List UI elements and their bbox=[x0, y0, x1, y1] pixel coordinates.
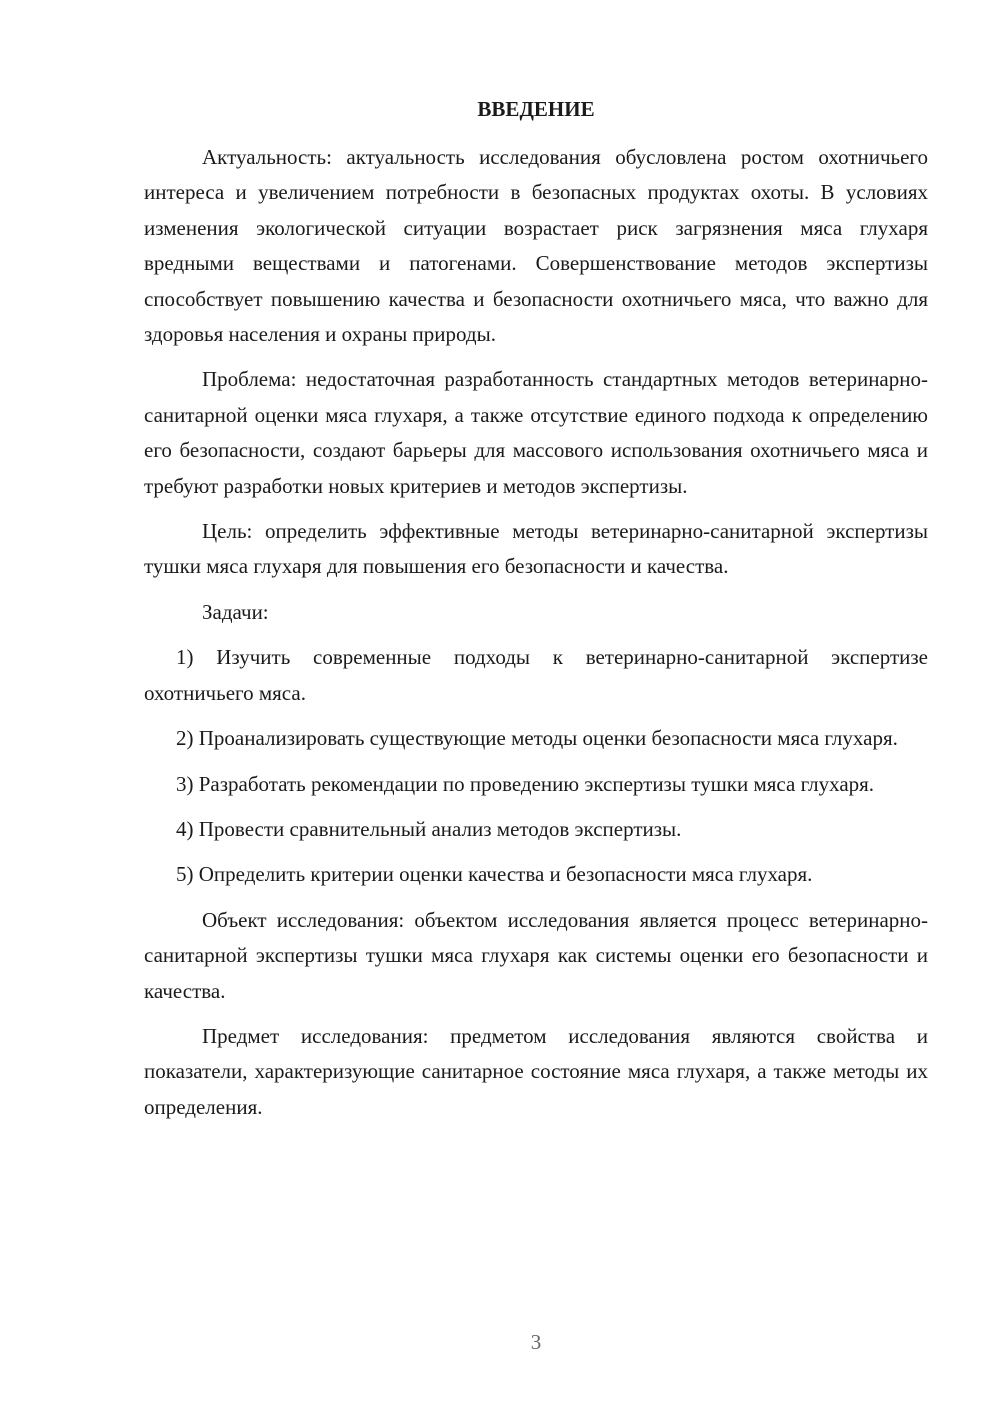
task-item: 1) Изучить современные подходы к ветеринарно-санитарной экспертизе охотничьего мяса. bbox=[144, 645, 928, 705]
tasks-label: Задачи: bbox=[202, 599, 269, 624]
task-item: 3) Разработать рекомендации по проведению экспертизы тушки мяса глухаря. bbox=[176, 771, 875, 796]
paragraph-problem: Проблема: недостаточная разработанность стандартных методов ветеринарно-санитарной оценки мяса глухаря, а также отсутствие единого подхода к определению его безопасности, создают барьеры для массового использования охотничьего мяса и требуют разработки новых критериев и методов экспертизы. bbox=[144, 367, 928, 498]
paragraph-subject: Предмет исследования: предметом исследования являются свойства и показатели, характеризующие санитарное состояние мяса глухаря, а также методы их определения. bbox=[144, 1023, 928, 1119]
task-item: 2) Проанализировать существующие методы оценки безопасности мяса глухаря. bbox=[176, 726, 898, 751]
paragraph-object: Объект исследования: объектом исследования является процесс ветеринарно-санитарной экспертизы тушки мяса глухаря как системы оценки его безопасности и качества. bbox=[144, 907, 928, 1003]
paragraph-relevance: Актуальность: актуальность исследования обусловлена ростом охотничьего интереса и увеличением потребности в безопасных продуктах охоты. В условиях изменения экологической ситуации возрастает риск загрязнения мяса глухаря вредными веществами и патогенами. Совершенствование методов экспертизы способствует повышению качества и безопасности охотничьего мяса, что важно для здоровья населения и охраны природы. bbox=[144, 145, 928, 347]
task-item: 5) Определить критерии оценки качества и безопасности мяса глухаря. bbox=[176, 862, 813, 887]
document-page bbox=[144, 92, 928, 1135]
task-item: 4) Провести сравнительный анализ методов экспертизы. bbox=[176, 816, 682, 841]
page-title: ВВЕДЕНИЕ bbox=[477, 97, 595, 121]
paragraph-goal: Цель: определить эффективные методы ветеринарно-санитарной экспертизы тушки мяса глухаря для повышения его безопасности и качества. bbox=[144, 519, 928, 579]
page-number: 3 bbox=[530, 1330, 542, 1354]
